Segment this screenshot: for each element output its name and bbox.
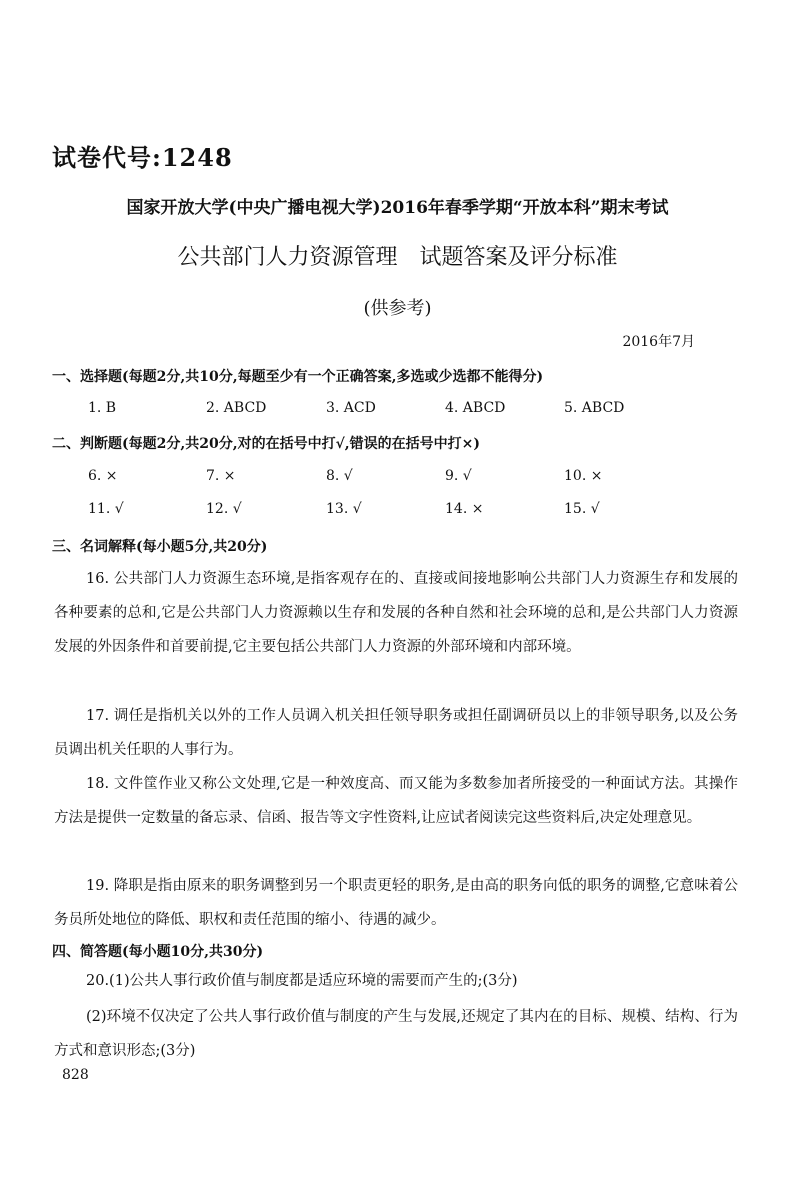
answer-item: 2. ABCD [206, 400, 267, 416]
answer-item: 10. × [564, 468, 603, 484]
answer-item: 11. √ [88, 501, 124, 517]
paper-code: 试卷代号:1248 [52, 143, 233, 172]
answer-item: 12. √ [206, 501, 242, 517]
answer-item: 13. √ [326, 501, 362, 517]
answer-item: 5. ABCD [564, 400, 625, 416]
answer-item: 7. × [206, 468, 236, 484]
section-terms-heading: 三、名词解释(每小题5分,共20分) [52, 539, 268, 555]
answer-paragraph-18: 18. 文件筐作业又称公文处理,它是一种效度高、而又能为多数参加者所接受的一种面试方法。其操作方法是提供一定数量的备忘录、信函、报告等文字性资料,让应试者阅读完这些资料后,决定处理意见。 [54, 776, 738, 826]
course-title: 公共部门人力资源管理 试题答案及评分标准 [177, 245, 618, 270]
answer-paragraph-16: 16. 公共部门人力资源生态环境,是指客观存在的、直接或间接地影响公共部门人力资源生存和发展的各种要素的总和,它是公共部门人力资源赖以生存和发展的各种自然和社会环境的总和,是公共部门人力资源发展的外因条件和首要前提,它主要包括公共部门人力资源的外部环境和内部环境。 [54, 571, 738, 655]
page-number: 828 [62, 1067, 89, 1083]
answer-paragraph-20-2: (2)环境不仅决定了公共人事行政价值与制度的产生与发展,还规定了其内在的目标、规模、结构、行为方式和意识形态;(3分) [54, 1009, 738, 1059]
exam-date: 2016年7月 [622, 334, 695, 350]
answer-item: 3. ACD [326, 400, 376, 416]
answer-item: 9. √ [445, 468, 472, 484]
reference-note: (供参考) [363, 298, 432, 319]
answer-item: 14. × [445, 501, 484, 517]
answer-item: 6. × [88, 468, 118, 484]
answer-item: 4. ABCD [445, 400, 506, 416]
answer-item: 15. √ [564, 501, 600, 517]
exam-title: 国家开放大学(中央广播电视大学)2016年春季学期“开放本科”期末考试 [126, 198, 669, 218]
answer-paragraph-17: 17. 调任是指机关以外的工作人员调入机关担任领导职务或担任副调研员以上的非领导职务,以及公务员调出机关任职的人事行为。 [54, 708, 738, 758]
answer-item: 1. B [88, 400, 117, 416]
answer-paragraph-19: 19. 降职是指由原来的职务调整到另一个职责更轻的职务,是由高的职务向低的职务的调整,它意味着公务员所处地位的降低、职权和责任范围的缩小、待遇的减少。 [54, 878, 738, 928]
answer-item: 8. √ [326, 468, 353, 484]
section-judgement-heading: 二、判断题(每题2分,共20分,对的在括号中打√,错误的在括号中打×) [52, 436, 481, 452]
section-choice-heading: 一、选择题(每题2分,共10分,每题至少有一个正确答案,多选或少选都不能得分) [52, 369, 544, 385]
answer-paragraph-20-1: 20.(1)公共人事行政价值与制度都是适应环境的需要而产生的;(3分) [86, 973, 518, 989]
section-short-answer-heading: 四、简答题(每小题10分,共30分) [52, 944, 264, 960]
